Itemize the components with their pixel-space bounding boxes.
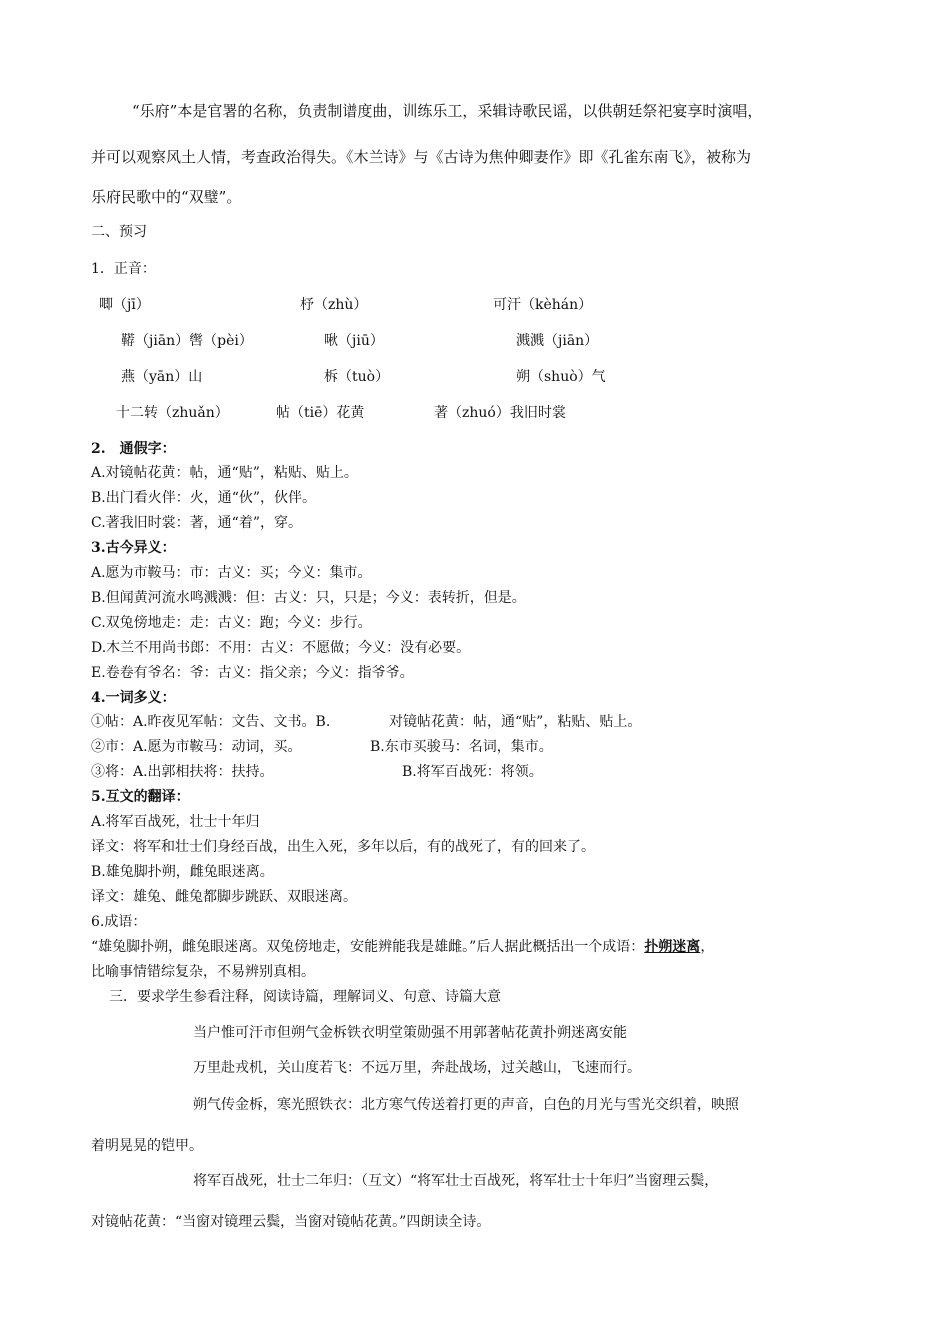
chengyu-text: “雄兔脚扑朔，雌兔眼迷离。双兔傍地走，安能辨能我是雄雌。”后人据此概括出一个成语：	[91, 939, 645, 955]
tongjia-item: A.对镜帖花黄：帖，通“贴”，粘贴、贴上。	[91, 465, 358, 481]
section-3-title: 三．要求学生参看注释，阅读诗篇，理解词义、句意、诗篇大意	[109, 989, 501, 1005]
duoyi-item: ①帖：A.昨夜见军帖：文告、文书。B.	[91, 714, 331, 730]
intro-line-3: 乐府民歌中的“双璧”。	[91, 188, 242, 206]
huwen-item: 译文：雄兔、雌兔都脚步跳跃、双眼迷离。	[91, 889, 357, 905]
intro-line-1: “乐府”本是官署的名称，负责制谱度曲，训练乐工，采辑诗歌民谣，以供朝廷祭祀宴享时演唱，	[132, 102, 763, 120]
duoyi-item: B.将军百战死：将领。	[402, 764, 543, 780]
pron-item: 十二转（zhuǎn）	[116, 405, 229, 421]
pron-item: 鞯（jiān）辔（pèi）	[121, 333, 253, 349]
gujin-item: A.愿为市鞍马：市：古义：买；今义：集市。	[91, 565, 372, 581]
gujin-item: B.但闻黄河流水鸣溅溅：但：古义：只，只是；今义：表转折，但是。	[91, 590, 526, 606]
paragraph-2-line-1: 朔气传金柝，寒光照铁衣：北方寒气传送着打更的声音，白色的月光与雪光交织着，映照	[193, 1097, 739, 1113]
paragraph-3-line-1: 将军百战死，壮士二年归：（互文）“将军壮士百战死，将军壮士十年归”当窗理云鬓，	[193, 1173, 719, 1189]
gujin-title: 3.古今异义：	[91, 540, 176, 556]
tongjia-item: C.著我旧时裳：著，通“着”，穿。	[91, 515, 302, 531]
pronunciation-title: 1．正音：	[91, 261, 156, 277]
huwen-item: B.雄兔脚扑朔，雌兔眼迷离。	[91, 864, 274, 880]
duoyi-item: B.东市买骏马：名词，集市。	[370, 739, 553, 755]
pron-item: 唧（jī）	[99, 297, 150, 313]
paragraph-1: 万里赴戎机，关山度若飞：不远万里，奔赴战场，过关越山，飞速而行。	[193, 1060, 641, 1076]
huwen-title: 5.互文的翻译：	[91, 789, 190, 805]
duoyi-item: 对镜帖花黄：帖，通“贴”，粘贴、贴上。	[389, 714, 642, 730]
section-2-title: 二、预习	[91, 224, 147, 240]
paragraph-3-line-2: 对镜帖花黄：“当窗对镜理云鬓，当窗对镜帖花黄。”四朗读全诗。	[91, 1214, 491, 1230]
pron-item: 帖（tiē）花黄	[276, 405, 365, 421]
duoyi-title: 4.一词多义：	[91, 690, 176, 706]
chengyu-comma: ，	[700, 939, 715, 955]
vocab-list: 当户惟可汗市但朔气金柝铁衣明堂策勋强不用郭著帖花黄扑朔迷离安能	[193, 1025, 627, 1041]
gujin-item: D.木兰不用尚书郎：不用：古义：不愿做；今义：没有必要。	[91, 640, 471, 656]
pron-item: 溅溅（jiān）	[516, 333, 599, 349]
gujin-item: C.双兔傍地走：走：古义：跑；今义：步行。	[91, 615, 372, 631]
chengyu-title: 6.成语：	[91, 914, 147, 930]
duoyi-item: ③将：A.出郭相扶将：扶持。	[91, 764, 274, 780]
pron-item: 啾（jiū）	[324, 333, 384, 349]
pron-item: 燕（yān）山	[121, 369, 203, 385]
tongjia-item: B.出门看火伴：火，通“伙”，伙伴。	[91, 490, 317, 506]
pron-item: 朔（shuò）气	[516, 369, 606, 385]
paragraph-2-line-2: 着明晃晃的铠甲。	[91, 1138, 203, 1154]
idiom: 扑朔迷离	[644, 939, 701, 955]
duoyi-item: ②市：A.愿为市鞍马：动词，买。	[91, 739, 302, 755]
pron-item: 著（zhuó）我旧时裳	[434, 405, 566, 421]
chengyu-line-1	[91, 936, 714, 956]
chengyu-line-2: 比喻事情错综复杂，不易辨别真相。	[91, 964, 315, 980]
intro-line-2: 并可以观察风土人情，考查政治得失。《木兰诗》与《古诗为焦仲卿妻作》即《孔雀东南飞》，被称为	[91, 148, 752, 166]
huwen-item: A.将军百战死，壮士十年归	[91, 814, 260, 830]
gujin-item: E.卷卷有爷名：爷：古义：指父亲；今义：指爷爷。	[91, 665, 414, 681]
pron-item: 可汗（kèhán）	[493, 297, 593, 313]
pron-item: 杼（zhù）	[300, 297, 368, 313]
huwen-item: 译文：将军和壮士们身经百战，出生入死，多年以后，有的战死了，有的回来了。	[91, 839, 595, 855]
tongjia-title: 2. 通假字：	[91, 441, 176, 457]
pron-item: 柝（tuò）	[324, 369, 390, 385]
